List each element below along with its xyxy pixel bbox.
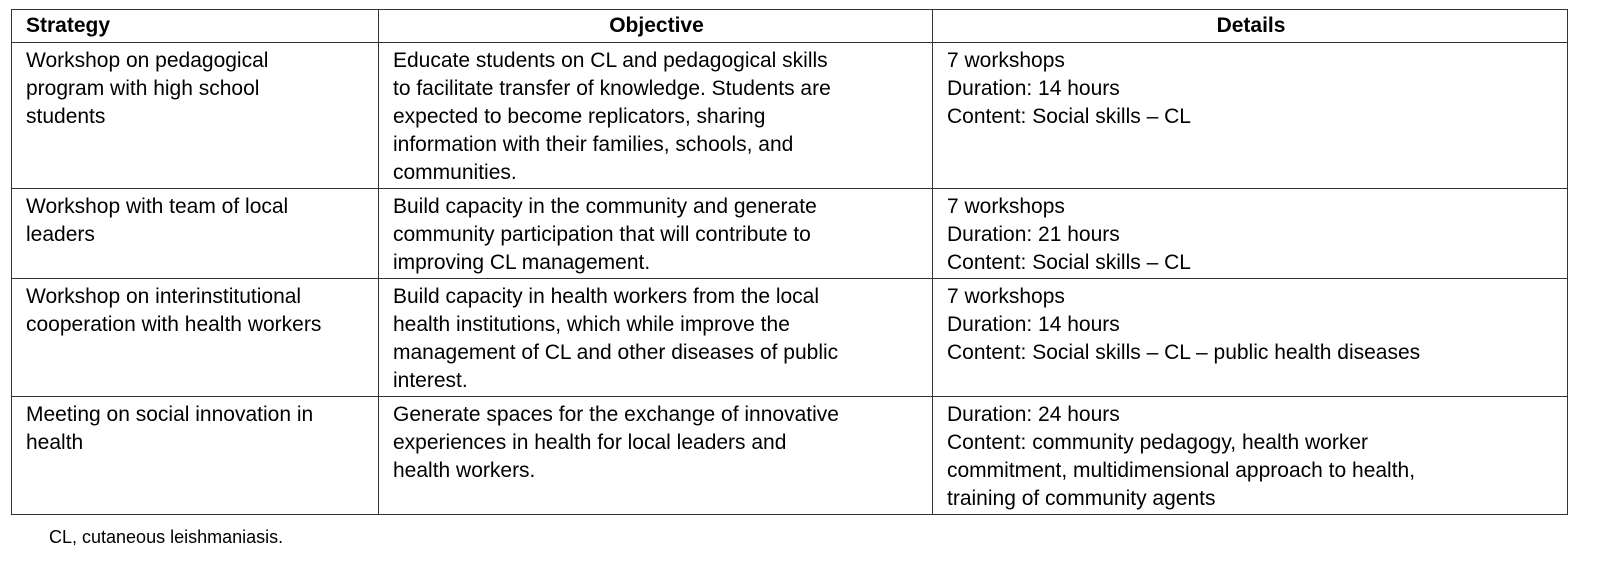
details-cell: 7 workshops Duration: 21 hours Content: Social skills – CL: [933, 189, 1568, 279]
objective-cell: Educate students on CL and pedagogical skills to facilitate transfer of knowledge. Students are expected to become replicators, sharing information with their families, schools, and communities.: [379, 43, 933, 189]
table-row: [12, 189, 1568, 279]
objective-cell: Build capacity in the community and generate community participation that will contribute to improving CL management.: [379, 189, 933, 279]
details-cell: 7 workshops Duration: 14 hours Content: Social skills – CL: [933, 43, 1568, 189]
table-footnote: CL, cutaneous leishmaniasis.: [49, 527, 284, 547]
strategy-cell: Workshop with team of local leaders: [12, 189, 379, 279]
header-objective: Objective: [379, 10, 933, 43]
strategy-cell: Meeting on social innovation in health: [12, 397, 379, 515]
table-header-row: [12, 10, 1568, 43]
details-cell: 7 workshops Duration: 14 hours Content: Social skills – CL – public health diseases: [933, 279, 1568, 397]
strategy-cell: Workshop on pedagogical program with high school students: [12, 43, 379, 189]
objective-cell: Generate spaces for the exchange of innovative experiences in health for local leaders and health workers.: [379, 397, 933, 515]
header-details: Details: [933, 10, 1568, 43]
strategy-table-container: [11, 9, 1567, 515]
strategy-cell: Workshop on interinstitutional cooperation with health workers: [12, 279, 379, 397]
table-row: [12, 43, 1568, 189]
objective-cell: Build capacity in health workers from the local health institutions, which while improve the management of CL and other diseases of public interest.: [379, 279, 933, 397]
table-row: [12, 279, 1568, 397]
details-cell: Duration: 24 hours Content: community pedagogy, health worker commitment, multidimensional approach to health, training of community agents: [933, 397, 1568, 515]
table-row: [12, 397, 1568, 515]
header-strategy: Strategy: [12, 10, 379, 43]
strategy-table: [11, 9, 1568, 515]
